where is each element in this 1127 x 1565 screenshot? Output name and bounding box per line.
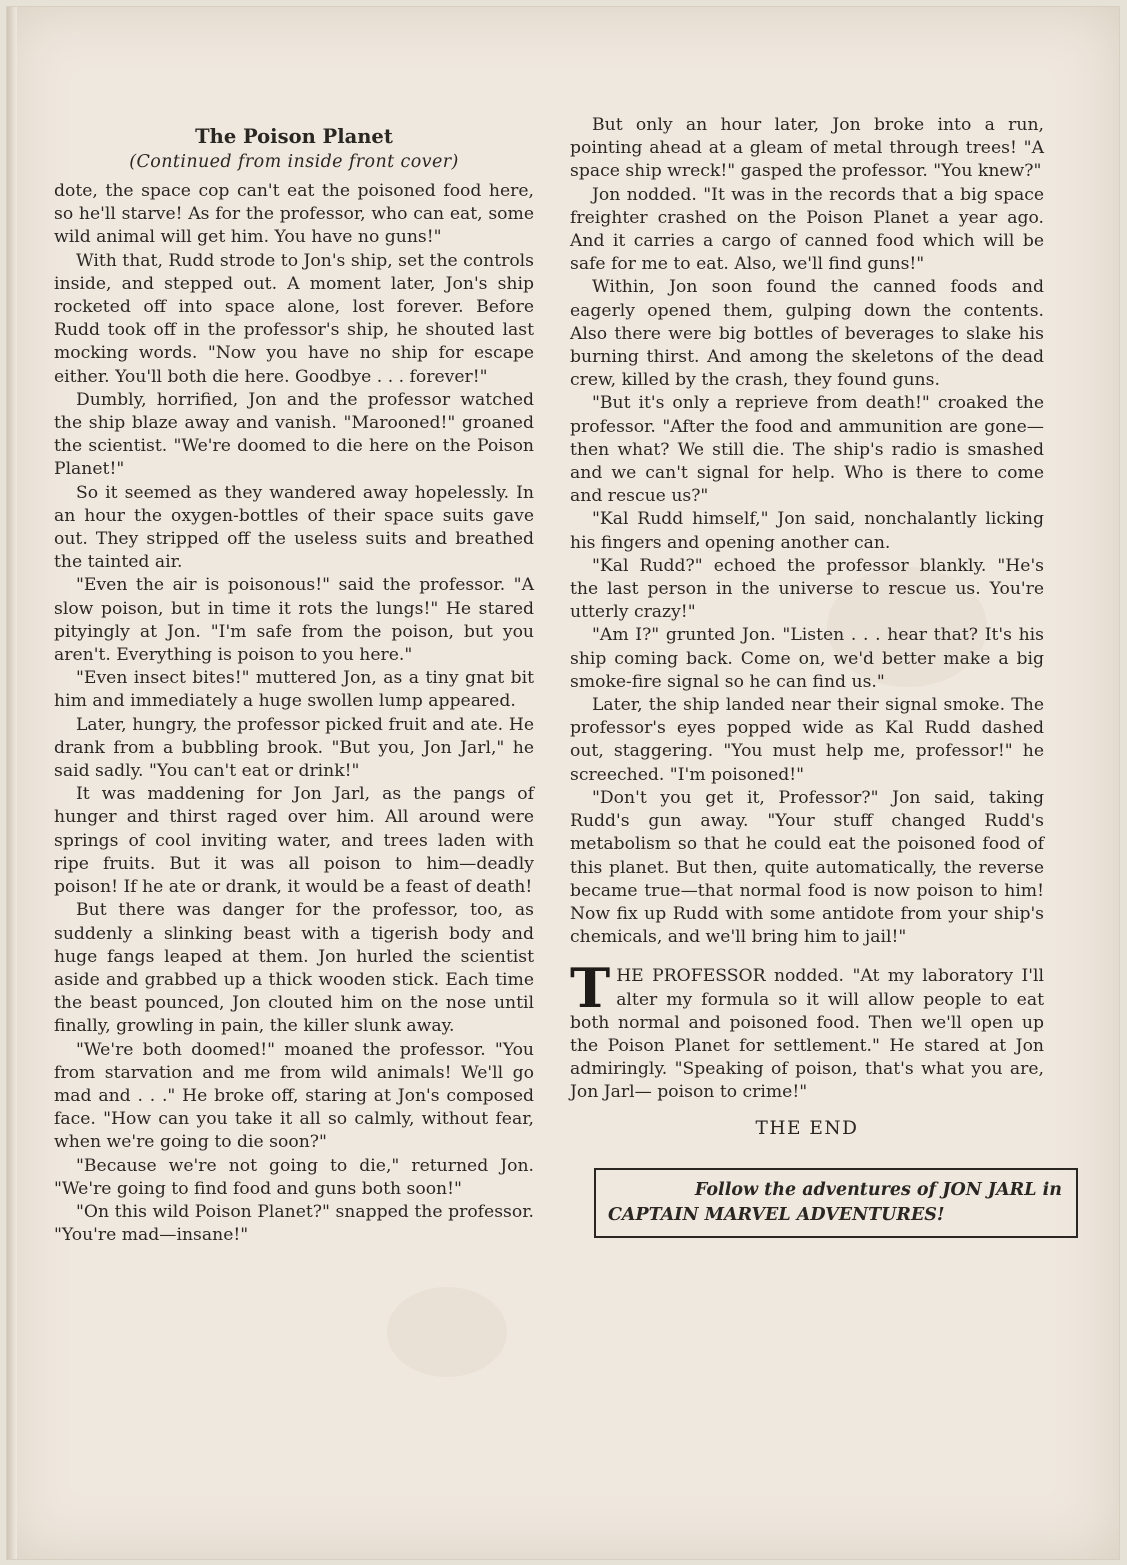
story-subtitle: (Continued from inside front cover) <box>129 152 459 172</box>
left-column <box>54 124 534 1247</box>
paragraph: With that, Rudd strode to Jon's ship, set the controls inside, and stepped out. A moment later, Jon's ship rocketed off into space alone, lost forever. Before Rudd took off in the professor's ship, he shouted last mocking words. "Now you have no ship for escape either. You'll both die here. Goodbye . . . forever!" <box>54 250 534 387</box>
paragraph: So it seemed as they wandered away hopelessly. In an hour the oxygen-bottles of their space suits gave out. They stripped off the useless suits and breathed the tainted air. <box>54 482 534 573</box>
page-spine-edge <box>7 7 17 1559</box>
paragraph: "On this wild Poison Planet?" snapped the professor. "You're mad—insane!" <box>54 1201 534 1246</box>
promo-line-1: Follow the adventures of JON JARL in <box>694 1179 1062 1200</box>
paragraph: It was maddening for Jon Jarl, as the pangs of hunger and thirst raged over him. All around were springs of cool inviting water, and trees laden with ripe fruits. But it was all poison to him—deadly poison! If he ate or drank, it would be a feast of death! <box>54 784 534 898</box>
paragraph: dote, the space cop can't eat the poisoned food here, so he'll starve! As for the professor, who can eat, some wild animal will get him. You have no guns!" <box>54 181 534 248</box>
paragraph: But only an hour later, Jon broke into a run, pointing ahead at a gleam of metal through trees! "A space ship wreck!" gasped the professor. "You knew?" <box>570 115 1044 182</box>
paragraph: Within, Jon soon found the canned foods and eagerly opened them, gulping down the contents. Also there were big bottles of beverages to slake his burning thirst. And among the skeletons of the dead crew, killed by the crash, they found guns. <box>570 277 1044 391</box>
paragraph: "Even insect bites!" muttered Jon, as a tiny gnat bit him and immediately a huge swollen lump appeared. <box>54 668 534 712</box>
paragraph: "We're both doomed!" moaned the professor. "You from starvation and me from wild animals! We'll go mad and . . ." He broke off, staring at Jon's composed face. "How can you take it all so calmly, without fear, when we're going to die soon?" <box>54 1039 534 1153</box>
paragraph: But there was danger for the professor, too, as suddenly a slinking beast with a tigerish body and huge fangs leaped at them. Jon hurled the scientist aside and grabbed up a thick wooden stick. Each time the beast pounced, Jon clouted him on the nose until finally, growling in pain, the killer slunk away. <box>54 900 534 1037</box>
paragraph: Dumbly, horrified, Jon and the professor watched the ship blaze away and vanish. "Marooned!" groaned the scientist. "We're doomed to die here on the Poison Planet!" <box>54 389 534 480</box>
the-end-label: THE END <box>755 1117 859 1139</box>
paragraph: Later, hungry, the professor picked fruit and ate. He drank from a bubbling brook. "But you, Jon Jarl," he said sadly. "You can't eat or drink!" <box>54 714 534 782</box>
paragraph: "Even the air is poisonous!" said the professor. "A slow poison, but in time it rots the lungs!" He stared pityingly at Jon. "I'm safe from the poison, but you aren't. Everything is poison to you here." <box>54 575 534 666</box>
right-column <box>570 114 1062 1238</box>
paper-stain <box>387 1287 507 1377</box>
paragraph: Later, the ship landed near their signal smoke. The professor's eyes popped wide as Kal Rudd dashed out, staggering. "You must help me, professor!" he screeched. "I'm poisoned!" <box>570 695 1044 785</box>
paragraph: Jon nodded. "It was in the records that a big space freighter crashed on the Poison Planet a year ago. And it carries a cargo of canned food which will be safe for me to eat. Also, we'll find guns!" <box>570 184 1044 275</box>
promo-box <box>594 1168 1078 1238</box>
paragraph: "Kal Rudd?" echoed the professor blankly. "He's the last person in the universe to rescue us. You're utterly crazy!" <box>570 555 1044 623</box>
promo-line-2: CAPTAIN MARVEL ADVENTURES! <box>608 1204 945 1225</box>
paragraph: "But it's only a reprieve from death!" croaked the professor. "After the food and ammunition are gone—then what? We still die. The ship's radio is smashed and we can't signal for help. Who is there to come and rescue us?" <box>570 393 1044 507</box>
paragraph: "Kal Rudd himself," Jon said, nonchalantly licking his fingers and opening another can. <box>570 509 1044 553</box>
paragraph: "Because we're not going to die," returned Jon. "We're going to find food and guns both soon!" <box>54 1155 534 1199</box>
final-paragraph-text: HE PROFESSOR nodded. "At my laboratory I'll alter my formula so it will allow people to eat both normal and poisoned food. Then we'll open up the Poison Planet for settlement." He stared at Jon admiringly. "Speaking of poison, that's what you are, Jon Jarl— poison to crime!" <box>570 966 1044 1103</box>
story-title: The Poison Planet <box>195 125 393 148</box>
paragraph: "Am I?" grunted Jon. "Listen . . . hear that? It's his ship coming back. Come on, we'd better make a big smoke-fire signal so he can find us." <box>570 625 1044 692</box>
drop-cap-letter: T <box>570 956 611 1021</box>
paragraph: "Don't you get it, Professor?" Jon said, taking Rudd's gun away. "Your stuff changed Rudd's metabolism so that he could eat the poisoned food of this planet. But then, quite automatically, the reverse became true—that normal food is now poison to him! Now fix up Rudd with some antidote from your ship's chemicals, and we'll bring him to jail!" <box>570 787 1044 948</box>
final-paragraph <box>570 956 1044 1104</box>
